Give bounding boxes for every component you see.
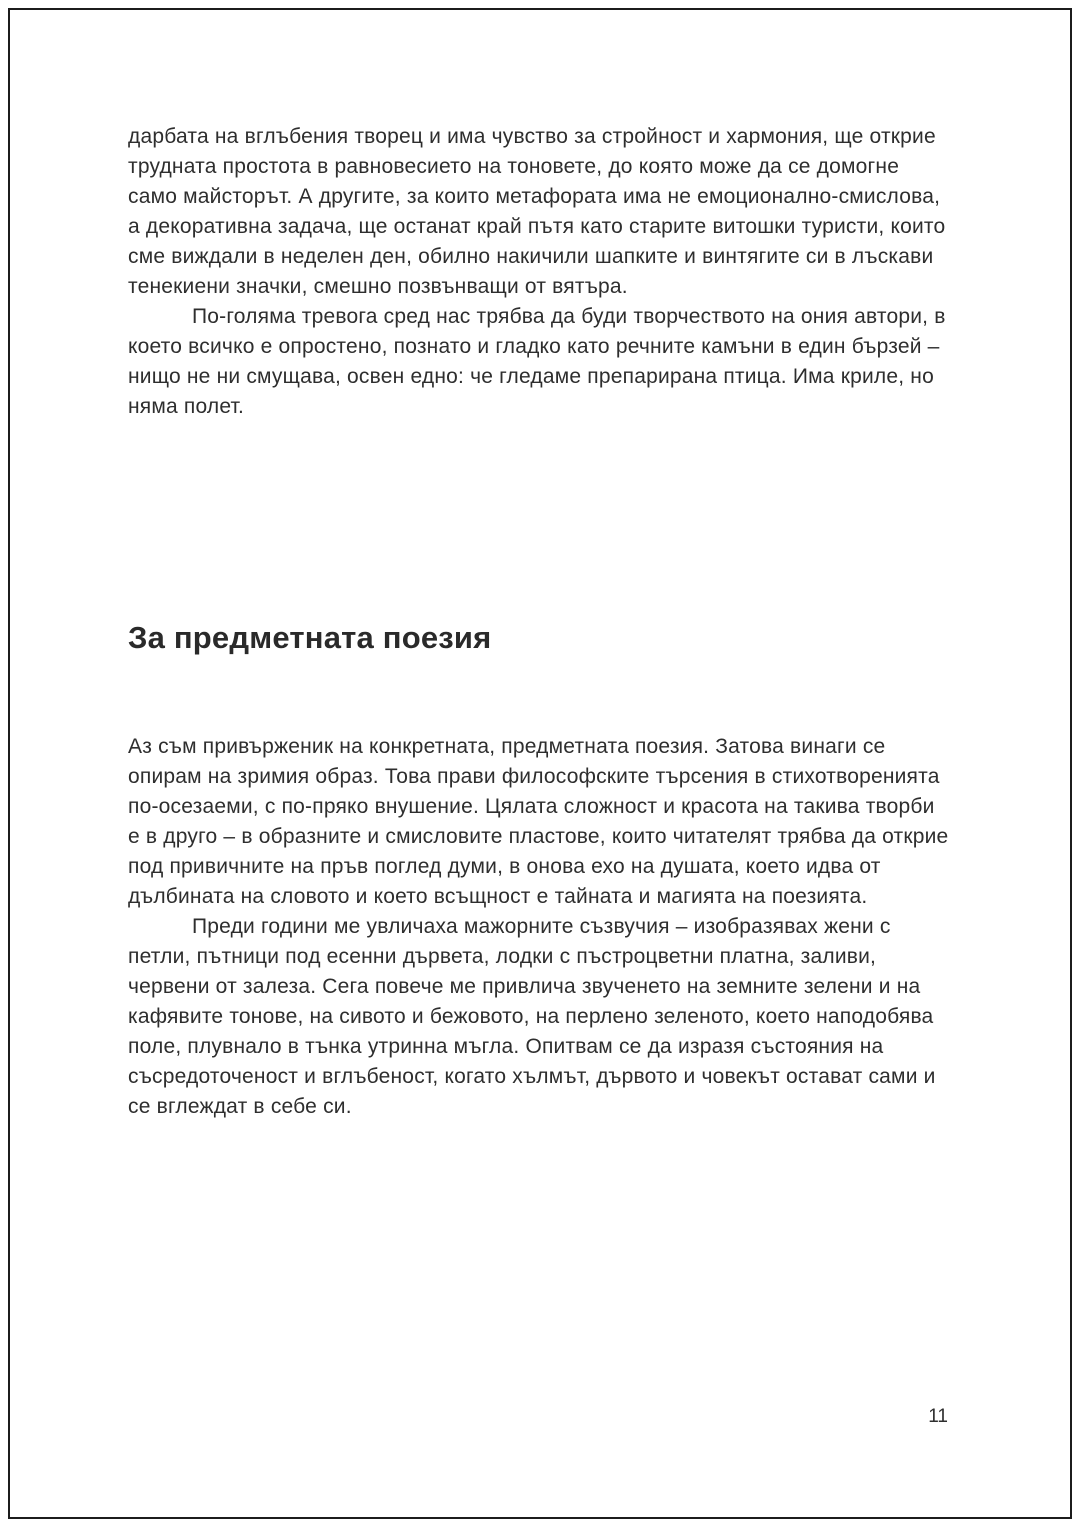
section-continuation [128,122,952,422]
section-heading: За предметната поезия [128,620,492,655]
paragraph: По-голяма тревога сред нас трябва да буди творчеството на ония автори, в което всичко е опростено, познато и гладко като речните камъни в един бързей – нищо не ни смущава, освен едно: че гледаме препарирана птица. Има криле, но няма полет. [128,305,946,418]
paragraph: Аз съм привърженик на конкретната, предметната поезия. Затова винаги се опирам на зримия образ. Това прави философските търсения в стихотворенията по-осезаеми, с по-пряко внушение. Цялата сложност и красота на такива творби е в друго – в образните и смисловите пластове, които читателят трябва да открие под привичните на пръв поглед думи, в онова ехо на душата, което идва от дълбината на словото и което всъщност е тайната и магията на поезията. [128,735,949,908]
section-poetry [128,732,952,1122]
page-number: 11 [928,1406,948,1427]
paragraph: Преди години ме увличаха мажорните съзвучия – изобразявах жени с петли, пътници под есенни дървета, лодки с пъстроцветни платна, заливи, червени от залеза. Сега повече ме привлича звученето на земните зелени и на кафявите тонове, на сивото и бежовото, на перлено зеленото, което наподобява поле, плувнало в тънка утринна мъгла. Опитвам се да изразя състояния на съсредоточеност и вглъбеност, когато хълмът, дървото и човекът остават сами и се вглеждат в себе си. [128,915,936,1118]
paragraph: дарбата на вглъбения творец и има чувство за стройност и хармония, ще открие трудната простота в равновесието на тоновете, до която може да се домогне само майсторът. А другите, за които метафората има не емоционално-смислова, а декоративна задача, ще останат край пътя като старите витошки туристи, които сме виждали в неделен ден, обилно накичили шапките и винтягите си в лъскави тенекиени значки, смешно позвънващи от вятъра. [128,125,946,298]
text-block [128,122,952,1122]
